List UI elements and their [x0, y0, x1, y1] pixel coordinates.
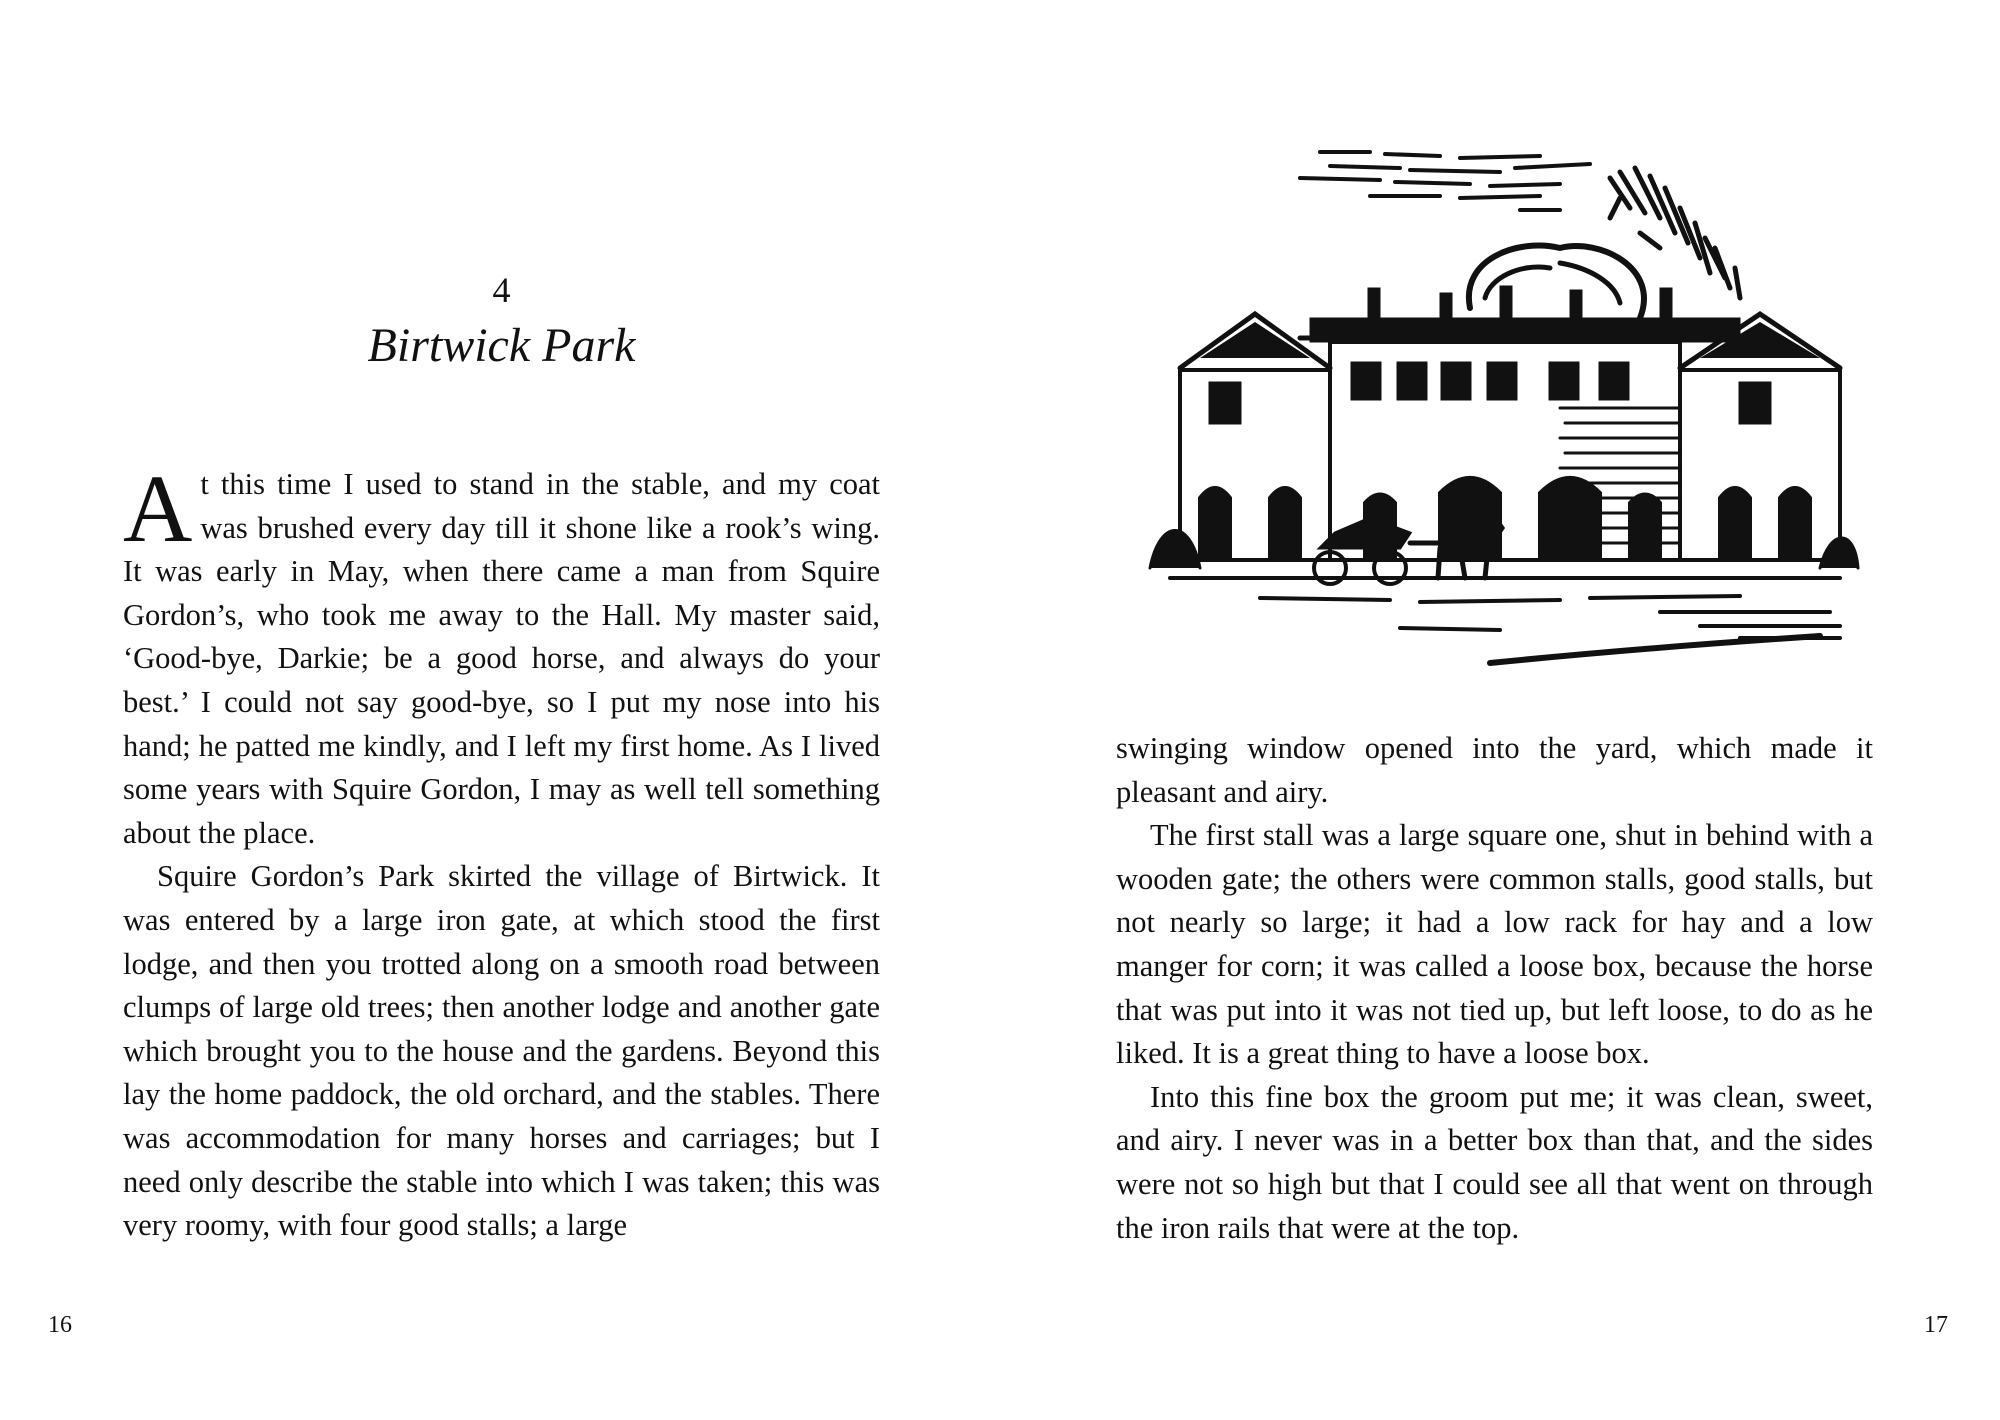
paragraph: Squire Gordon’s Park skirted the village of Birtwick. It was entered by a large iron gate, at which stood the first lodge, and then you trotted along on a smooth road between clumps of large old trees; then another lodge and another gate which brought you to the house and the gardens. Beyond this lay the home paddock, the old orchard, and the stables. There was accommodation for many horses and carriages; but I need only describe the stable into which I was taken; this was very roomy, with four good stalls; a large: [123, 859, 880, 1243]
right-page-text: [1116, 727, 1873, 1250]
left-page-text: [123, 455, 880, 1248]
house-illustration: [1140, 138, 1860, 678]
page-number-right: 17: [1924, 1312, 1948, 1338]
paragraph: Into this fine box the groom put me; it was clean, sweet, and airy. I never was in a better box than that, and the sides were not so high but that I could see all that went on through the iron rails that were at the top.: [1116, 1079, 1873, 1245]
chapter-number: 4: [492, 270, 511, 310]
chapter-title: Birtwick Park: [367, 319, 636, 372]
paragraph: [123, 455, 880, 855]
page-number-left: 16: [48, 1312, 72, 1338]
paragraph: swinging window opened into the yard, which made it pleasant and airy.: [1116, 731, 1873, 809]
paragraph: The first stall was a large square one, shut in behind with a wooden gate; the others were common stalls, good stalls, but not nearly so large; it had a low rack for hay and a low manger for corn; it was called a loose box, because the horse that was put into it was not tied up, but left loose, to do as he liked. It is a great thing to have a loose box.: [1116, 818, 1873, 1071]
country-house-icon: [1140, 138, 1860, 678]
drop-cap: A: [123, 455, 193, 562]
paragraph-text: t this time I used to stand in the stable, and my coat was brushed every day till it shone like a rook’s wing. It was early in May, when there came a man from Squire Gordon’s, who took me away to the Hall. My master said, ‘Good-bye, Darkie; be a good horse, and always do your best.’ I could not say good-bye, so I put my nose into his hand; he patted me kindly, and I left my first home. As I lived some years with Squire Gordon, I may as well tell something about the place.: [123, 467, 880, 850]
